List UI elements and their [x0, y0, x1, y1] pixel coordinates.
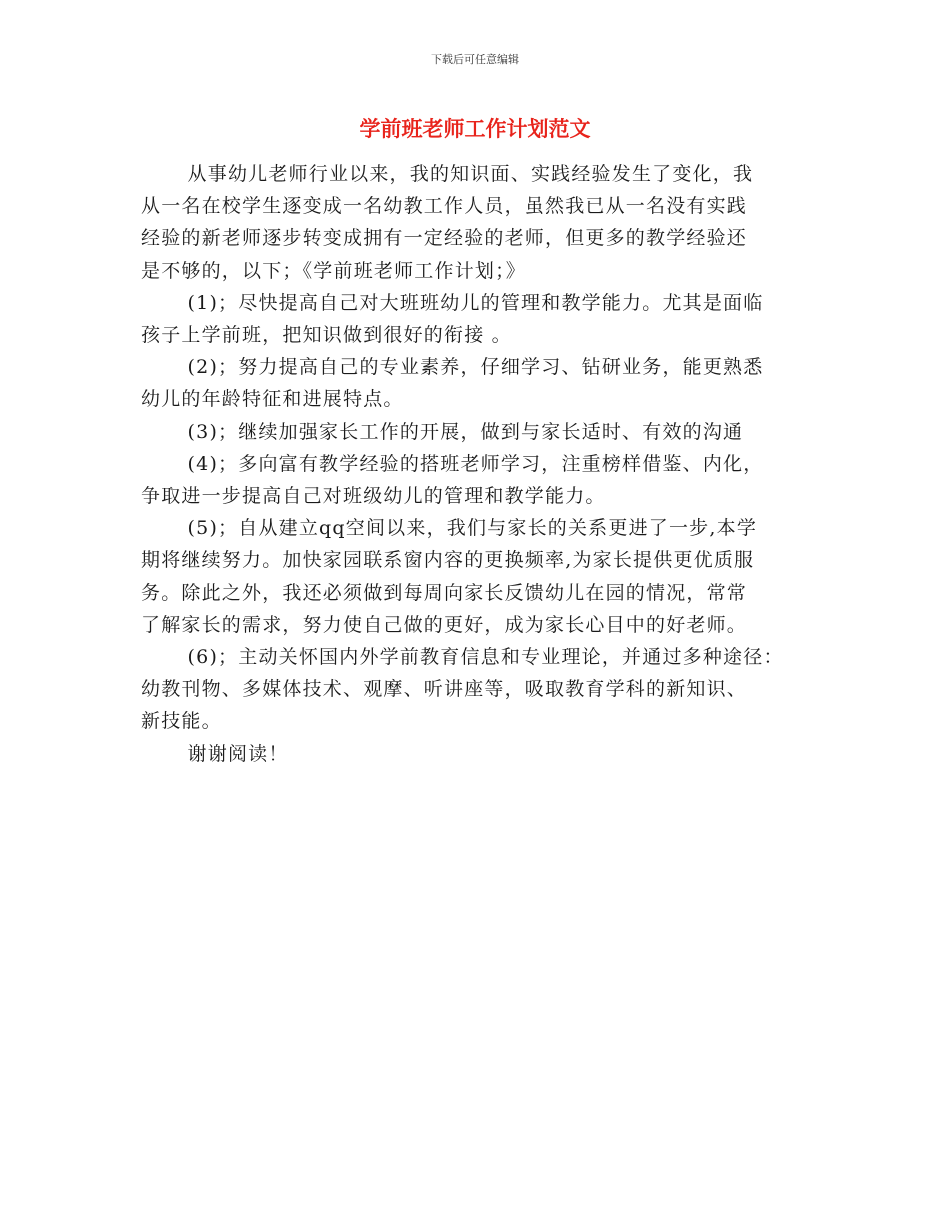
- document-body: [141, 158, 821, 770]
- plan-item-3: (3)；继续加强家长工作的开展，做到与家长适时、有效的沟通: [187, 420, 744, 443]
- closing-line: 谢谢阅读！: [187, 742, 289, 765]
- page-header: 下载后可任意编辑: [431, 53, 519, 66]
- plan-item-5: (5)；自从建立qq空间以来，我们与家长的关系更进了一步,本学 期将继续努力。加快家园联系窗内容的更换频率,为家长提供更优质服 务。除此之外，我还必须做到每周向家长反馈幼儿在园的情况，常常 了解家长的需求，努力使自己做的更好，成为家长心目中的好老师。: [141, 517, 758, 636]
- plan-item-6: (6)；主动关怀国内外学前教育信息和专业理论，并通过多种途径： 幼教刊物、多媒体技术、观摩、听讲座等，吸取教育学科的新知识、 新技能。: [141, 646, 784, 733]
- document-title: 学前班老师工作计划范文: [359, 116, 591, 141]
- plan-item-2: (2)；努力提高自己的专业素养，仔细学习、钻研业务，能更熟悉 幼儿的年龄特征和进展特点。: [141, 356, 764, 411]
- intro-paragraph: 从事幼儿老师行业以来，我的知识面、实践经验发生了变化，我 从一名在校学生逐变成一名幼教工作人员，虽然我已从一名没有实践 经验的新老师逐步转变成拥有一定经验的老师，但更多的教学经验还 是不够的，以下；《学前班老师工作计划；》: [141, 163, 754, 282]
- plan-item-4: (4)；多向富有教学经验的搭班老师学习，注重榜样借鉴、内化， 争取进一步提高自己对班级幼儿的管理和教学能力。: [141, 452, 764, 508]
- plan-item-1: (1)；尽快提高自己对大班班幼儿的管理和教学能力。尤其是面临 孩子上学前班，把知识做到很好的衔接 。: [141, 291, 764, 347]
